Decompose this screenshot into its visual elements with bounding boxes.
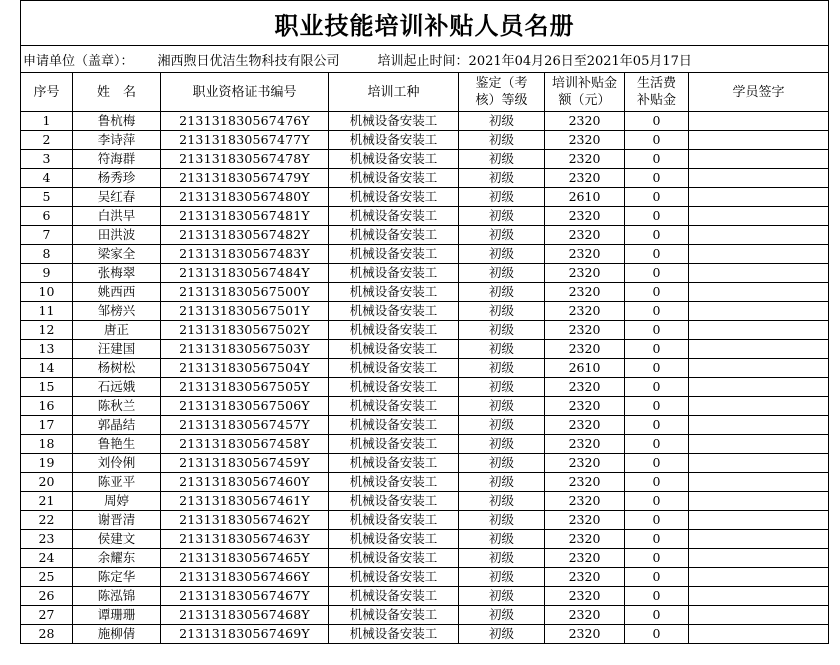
cell-trade: 机械设备安装工 [329, 131, 459, 150]
cell-subsidy: 2320 [545, 587, 625, 606]
info-row [21, 46, 829, 73]
cell-trade: 机械设备安装工 [329, 549, 459, 568]
cell-level: 初级 [459, 492, 545, 511]
header-living-line1: 生活费 [636, 76, 676, 91]
cell-cert: 213131830567459Y [161, 454, 329, 473]
cell-trade: 机械设备安装工 [329, 416, 459, 435]
cell-trade: 机械设备安装工 [329, 245, 459, 264]
title-row [21, 1, 829, 46]
cell-seq: 20 [21, 473, 73, 492]
cell-trade: 机械设备安装工 [329, 492, 459, 511]
cell-cert: 213131830567467Y [161, 587, 329, 606]
cell-trade: 机械设备安装工 [329, 530, 459, 549]
table-row [21, 188, 829, 207]
table-row [21, 131, 829, 150]
cell-name: 陈泓锦 [73, 587, 161, 606]
cell-trade: 机械设备安装工 [329, 454, 459, 473]
cell-living: 0 [625, 340, 689, 359]
cell-level: 初级 [459, 454, 545, 473]
cell-living: 0 [625, 188, 689, 207]
cell-subsidy: 2320 [545, 492, 625, 511]
cell-seq: 6 [21, 207, 73, 226]
info-cell [21, 46, 829, 73]
cell-seq: 23 [21, 530, 73, 549]
cell-subsidy: 2320 [545, 131, 625, 150]
table-row [21, 207, 829, 226]
table-row [21, 606, 829, 625]
cell-living: 0 [625, 606, 689, 625]
cell-name: 郭晶结 [73, 416, 161, 435]
cell-trade: 机械设备安装工 [329, 283, 459, 302]
cell-trade: 机械设备安装工 [329, 473, 459, 492]
cell-sign [689, 169, 829, 188]
cell-trade: 机械设备安装工 [329, 359, 459, 378]
header-sign: 学员签字 [689, 73, 829, 112]
table-row [21, 302, 829, 321]
table-row [21, 473, 829, 492]
cell-seq: 5 [21, 188, 73, 207]
cell-name: 汪建国 [73, 340, 161, 359]
cell-level: 初级 [459, 302, 545, 321]
cell-name: 白洪早 [73, 207, 161, 226]
cell-trade: 机械设备安装工 [329, 606, 459, 625]
period-label: 培训起止时间： [377, 53, 469, 69]
cell-trade: 机械设备安装工 [329, 587, 459, 606]
cell-level: 初级 [459, 530, 545, 549]
cell-level: 初级 [459, 283, 545, 302]
cell-living: 0 [625, 511, 689, 530]
cell-subsidy: 2320 [545, 549, 625, 568]
header-level-line1: 鉴定（考 [475, 76, 528, 91]
cell-sign [689, 568, 829, 587]
cell-name: 田洪波 [73, 226, 161, 245]
cell-seq: 14 [21, 359, 73, 378]
cell-level: 初级 [459, 169, 545, 188]
cell-cert: 213131830567462Y [161, 511, 329, 530]
table-row [21, 587, 829, 606]
cell-cert: 213131830567466Y [161, 568, 329, 587]
table-row [21, 150, 829, 169]
cell-cert: 213131830567484Y [161, 264, 329, 283]
cell-cert: 213131830567477Y [161, 131, 329, 150]
cell-living: 0 [625, 454, 689, 473]
cell-level: 初级 [459, 264, 545, 283]
cell-living: 0 [625, 226, 689, 245]
cell-sign [689, 492, 829, 511]
cell-sign [689, 340, 829, 359]
table-row [21, 264, 829, 283]
cell-cert: 213131830567469Y [161, 625, 329, 644]
cell-name: 李诗萍 [73, 131, 161, 150]
cell-cert: 213131830567504Y [161, 359, 329, 378]
header-living-line2: 补贴金 [636, 93, 676, 108]
table-row [21, 169, 829, 188]
header-subsidy [545, 73, 625, 112]
cell-name: 吴红春 [73, 188, 161, 207]
cell-level: 初级 [459, 226, 545, 245]
header-name: 姓 名 [73, 73, 161, 112]
cell-sign [689, 150, 829, 169]
roster-body [21, 1, 829, 644]
cell-sign [689, 359, 829, 378]
cell-trade: 机械设备安装工 [329, 340, 459, 359]
table-row [21, 245, 829, 264]
cell-cert: 213131830567460Y [161, 473, 329, 492]
cell-sign [689, 207, 829, 226]
cell-cert: 213131830567506Y [161, 397, 329, 416]
cell-subsidy: 2320 [545, 416, 625, 435]
table-row [21, 492, 829, 511]
cell-subsidy: 2320 [545, 283, 625, 302]
cell-subsidy: 2320 [545, 321, 625, 340]
table-row [21, 321, 829, 340]
table-row [21, 511, 829, 530]
cell-name: 石远娥 [73, 378, 161, 397]
cell-living: 0 [625, 245, 689, 264]
table-row [21, 359, 829, 378]
header-subsidy-line1: 培训补贴金 [551, 76, 617, 91]
cell-trade: 机械设备安装工 [329, 264, 459, 283]
cell-sign [689, 625, 829, 644]
cell-level: 初级 [459, 188, 545, 207]
table-row [21, 226, 829, 245]
cell-name: 杨树松 [73, 359, 161, 378]
cell-sign [689, 587, 829, 606]
cell-trade: 机械设备安装工 [329, 568, 459, 587]
cell-trade: 机械设备安装工 [329, 226, 459, 245]
cell-level: 初级 [459, 435, 545, 454]
cell-sign [689, 226, 829, 245]
cell-sign [689, 245, 829, 264]
cell-sign [689, 397, 829, 416]
cell-living: 0 [625, 150, 689, 169]
table-row [21, 568, 829, 587]
cell-seq: 19 [21, 454, 73, 473]
cell-subsidy: 2320 [545, 435, 625, 454]
cell-sign [689, 264, 829, 283]
cell-cert: 213131830567505Y [161, 378, 329, 397]
header-level-line2: 核）等级 [475, 93, 528, 108]
cell-sign [689, 530, 829, 549]
cell-subsidy: 2320 [545, 568, 625, 587]
cell-living: 0 [625, 359, 689, 378]
cell-level: 初级 [459, 511, 545, 530]
cell-living: 0 [625, 473, 689, 492]
header-living [625, 73, 689, 112]
period-value: 2021年04月26日至2021年05月17日 [468, 53, 692, 69]
cell-name: 姚西西 [73, 283, 161, 302]
cell-seq: 4 [21, 169, 73, 188]
cell-trade: 机械设备安装工 [329, 435, 459, 454]
cell-name: 唐正 [73, 321, 161, 340]
cell-seq: 22 [21, 511, 73, 530]
cell-seq: 26 [21, 587, 73, 606]
cell-subsidy: 2320 [545, 473, 625, 492]
applicant-value: 湘西煦日优洁生物科技有限公司 [157, 53, 340, 69]
table-row [21, 435, 829, 454]
cell-level: 初级 [459, 245, 545, 264]
cell-level: 初级 [459, 568, 545, 587]
cell-name: 鲁艳生 [73, 435, 161, 454]
cell-sign [689, 416, 829, 435]
cell-living: 0 [625, 416, 689, 435]
cell-subsidy: 2320 [545, 454, 625, 473]
cell-subsidy: 2320 [545, 150, 625, 169]
cell-seq: 9 [21, 264, 73, 283]
cell-cert: 213131830567501Y [161, 302, 329, 321]
cell-living: 0 [625, 568, 689, 587]
cell-level: 初级 [459, 549, 545, 568]
cell-level: 初级 [459, 150, 545, 169]
cell-subsidy: 2610 [545, 188, 625, 207]
cell-sign [689, 283, 829, 302]
cell-living: 0 [625, 397, 689, 416]
cell-sign [689, 606, 829, 625]
header-seq: 序号 [21, 73, 73, 112]
cell-trade: 机械设备安装工 [329, 207, 459, 226]
cell-trade: 机械设备安装工 [329, 378, 459, 397]
cell-name: 侯建文 [73, 530, 161, 549]
cell-level: 初级 [459, 587, 545, 606]
cell-living: 0 [625, 283, 689, 302]
table-row [21, 416, 829, 435]
cell-level: 初级 [459, 321, 545, 340]
table-row [21, 454, 829, 473]
roster-table [20, 0, 829, 644]
cell-name: 陈定华 [73, 568, 161, 587]
table-row [21, 530, 829, 549]
cell-living: 0 [625, 587, 689, 606]
cell-name: 陈亚平 [73, 473, 161, 492]
header-row [21, 73, 829, 112]
cell-trade: 机械设备安装工 [329, 511, 459, 530]
cell-subsidy: 2610 [545, 359, 625, 378]
cell-cert: 213131830567468Y [161, 606, 329, 625]
cell-living: 0 [625, 112, 689, 131]
cell-trade: 机械设备安装工 [329, 112, 459, 131]
cell-level: 初级 [459, 378, 545, 397]
header-level [459, 73, 545, 112]
cell-name: 鲁杭梅 [73, 112, 161, 131]
cell-seq: 15 [21, 378, 73, 397]
cell-sign [689, 321, 829, 340]
cell-trade: 机械设备安装工 [329, 188, 459, 207]
cell-living: 0 [625, 302, 689, 321]
cell-living: 0 [625, 492, 689, 511]
cell-sign [689, 112, 829, 131]
applicant-label: 申请单位（盖章）： [23, 53, 134, 69]
cell-living: 0 [625, 435, 689, 454]
cell-name: 陈秋兰 [73, 397, 161, 416]
cell-cert: 213131830567502Y [161, 321, 329, 340]
cell-seq: 27 [21, 606, 73, 625]
cell-level: 初级 [459, 473, 545, 492]
cell-sign [689, 131, 829, 150]
cell-seq: 17 [21, 416, 73, 435]
cell-subsidy: 2320 [545, 606, 625, 625]
cell-seq: 21 [21, 492, 73, 511]
cell-level: 初级 [459, 112, 545, 131]
cell-name: 余耀东 [73, 549, 161, 568]
cell-level: 初级 [459, 207, 545, 226]
cell-seq: 12 [21, 321, 73, 340]
cell-seq: 25 [21, 568, 73, 587]
cell-name: 刘伶俐 [73, 454, 161, 473]
cell-cert: 213131830567483Y [161, 245, 329, 264]
cell-cert: 213131830567482Y [161, 226, 329, 245]
cell-seq: 8 [21, 245, 73, 264]
cell-subsidy: 2320 [545, 302, 625, 321]
cell-cert: 213131830567476Y [161, 112, 329, 131]
cell-seq: 13 [21, 340, 73, 359]
cell-level: 初级 [459, 340, 545, 359]
cell-living: 0 [625, 625, 689, 644]
header-trade: 培训工种 [329, 73, 459, 112]
cell-seq: 16 [21, 397, 73, 416]
cell-subsidy: 2320 [545, 169, 625, 188]
cell-trade: 机械设备安装工 [329, 302, 459, 321]
cell-seq: 2 [21, 131, 73, 150]
table-row [21, 397, 829, 416]
cell-living: 0 [625, 169, 689, 188]
table-row [21, 625, 829, 644]
cell-sign [689, 473, 829, 492]
cell-cert: 213131830567479Y [161, 169, 329, 188]
cell-cert: 213131830567458Y [161, 435, 329, 454]
cell-cert: 213131830567463Y [161, 530, 329, 549]
cell-trade: 机械设备安装工 [329, 625, 459, 644]
cell-cert: 213131830567461Y [161, 492, 329, 511]
roster-sheet [20, 0, 840, 644]
cell-name: 张梅翠 [73, 264, 161, 283]
cell-seq: 11 [21, 302, 73, 321]
cell-name: 施柳倩 [73, 625, 161, 644]
cell-cert: 213131830567503Y [161, 340, 329, 359]
table-row [21, 549, 829, 568]
cell-cert: 213131830567478Y [161, 150, 329, 169]
cell-level: 初级 [459, 131, 545, 150]
cell-name: 杨秀珍 [73, 169, 161, 188]
cell-sign [689, 454, 829, 473]
cell-seq: 18 [21, 435, 73, 454]
cell-living: 0 [625, 321, 689, 340]
cell-sign [689, 378, 829, 397]
cell-subsidy: 2320 [545, 207, 625, 226]
cell-cert: 213131830567465Y [161, 549, 329, 568]
cell-living: 0 [625, 131, 689, 150]
cell-level: 初级 [459, 625, 545, 644]
cell-level: 初级 [459, 397, 545, 416]
cell-seq: 3 [21, 150, 73, 169]
cell-sign [689, 435, 829, 454]
header-subsidy-line2: 额（元） [558, 93, 611, 108]
cell-name: 周婷 [73, 492, 161, 511]
cell-subsidy: 2320 [545, 378, 625, 397]
cell-seq: 7 [21, 226, 73, 245]
cell-cert: 213131830567457Y [161, 416, 329, 435]
cell-seq: 24 [21, 549, 73, 568]
cell-seq: 1 [21, 112, 73, 131]
cell-level: 初级 [459, 359, 545, 378]
cell-name: 梁家全 [73, 245, 161, 264]
cell-seq: 28 [21, 625, 73, 644]
cell-name: 谭珊珊 [73, 606, 161, 625]
cell-trade: 机械设备安装工 [329, 169, 459, 188]
cell-living: 0 [625, 378, 689, 397]
cell-cert: 213131830567481Y [161, 207, 329, 226]
cell-subsidy: 2320 [545, 397, 625, 416]
cell-cert: 213131830567500Y [161, 283, 329, 302]
table-row [21, 112, 829, 131]
cell-cert: 213131830567480Y [161, 188, 329, 207]
page-title: 职业技能培训补贴人员名册 [21, 1, 829, 46]
cell-living: 0 [625, 264, 689, 283]
cell-living: 0 [625, 549, 689, 568]
cell-subsidy: 2320 [545, 530, 625, 549]
cell-seq: 10 [21, 283, 73, 302]
cell-subsidy: 2320 [545, 264, 625, 283]
table-row [21, 378, 829, 397]
cell-trade: 机械设备安装工 [329, 397, 459, 416]
table-row [21, 340, 829, 359]
header-cert: 职业资格证书编号 [161, 73, 329, 112]
table-row [21, 283, 829, 302]
cell-subsidy: 2320 [545, 226, 625, 245]
cell-sign [689, 188, 829, 207]
cell-name: 谢晋清 [73, 511, 161, 530]
cell-trade: 机械设备安装工 [329, 150, 459, 169]
cell-subsidy: 2320 [545, 625, 625, 644]
cell-sign [689, 549, 829, 568]
cell-living: 0 [625, 530, 689, 549]
cell-level: 初级 [459, 416, 545, 435]
cell-sign [689, 302, 829, 321]
cell-trade: 机械设备安装工 [329, 321, 459, 340]
cell-subsidy: 2320 [545, 245, 625, 264]
cell-sign [689, 511, 829, 530]
cell-living: 0 [625, 207, 689, 226]
cell-level: 初级 [459, 606, 545, 625]
cell-name: 邹榜兴 [73, 302, 161, 321]
cell-subsidy: 2320 [545, 511, 625, 530]
cell-subsidy: 2320 [545, 112, 625, 131]
cell-name: 符海群 [73, 150, 161, 169]
cell-subsidy: 2320 [545, 340, 625, 359]
